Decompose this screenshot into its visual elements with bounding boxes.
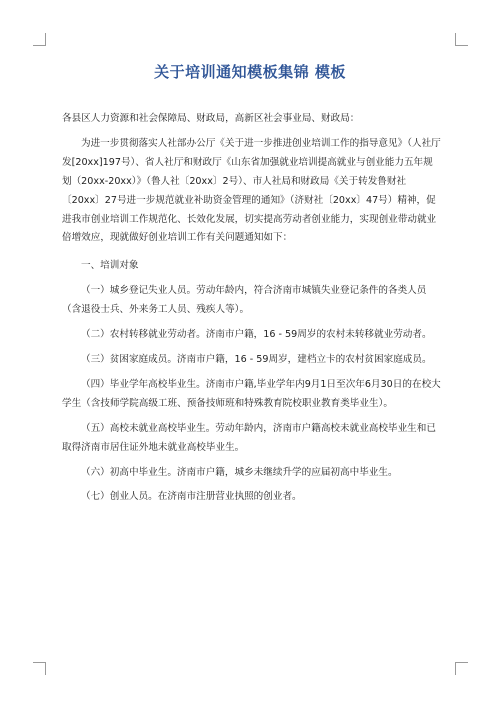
document-body bbox=[62, 110, 442, 507]
intro-paragraph: 为进一步贯彻落实人社部办公厅《关于进一步推进创业培训工作的指导意见》（人社厅发[20xx]197号）、省人社厅和财政厅《山东省加强就业培训提高就业与创业能力五年规划（20xx-20xx）》（鲁人社〔20xx〕2号）、市人社局和财政局《关于转发鲁财社〔20xx〕27号进一步规范就业补助资金管理的通知》（济财社〔20xx〕47号）精神，促进我市创业培训工作规范化、长效化发展，切实提高劳动者创业能力，实现创业带动就业倍增效应，现就做好创业培训工作有关问题通知如下： bbox=[62, 137, 441, 244]
list-item: （三）贫困家庭成员。济南市户籍，16 - 59周岁，建档立卡的农村贫困家庭成员。 bbox=[81, 353, 432, 365]
list-item: （一）城乡登记失业人员。劳动年龄内，符合济南市城镇失业登记条件的各类人员（含退役士兵、外来务工人员、残疾人等）。 bbox=[62, 285, 427, 316]
salutation: 各县区人力资源和社会保障局、财政局，高新区社会事业局、财政局： bbox=[62, 113, 360, 124]
list-item: （五）高校未就业高校毕业生。劳动年龄内，济南市户籍高校未就业高校毕业生和已取得济南市居住证外地未就业高校毕业生。 bbox=[62, 422, 436, 453]
section-heading: 一、培训对象 bbox=[81, 260, 139, 272]
crop-mark-top-right bbox=[455, 33, 468, 46]
document-title: 关于培训通知模板集锦 模板 bbox=[154, 63, 346, 81]
list-item: （二）农村转移就业劳动者。济南市户籍，16 - 59周岁的农村未转移就业劳动者。 bbox=[81, 329, 432, 341]
crop-mark-bottom-left bbox=[33, 662, 46, 675]
list-item: （七）创业人员。在济南市注册营业执照的创业者。 bbox=[81, 491, 302, 503]
crop-mark-top-left bbox=[33, 33, 46, 46]
list-item: （六）初高中毕业生。济南市户籍，城乡未继续升学的应届初高中毕业生。 bbox=[81, 466, 398, 478]
crop-mark-bottom-right bbox=[455, 662, 468, 675]
list-item: （四）毕业学年高校毕业生。济南市户籍,毕业学年内9月1日至次年6月30日的在校大学生（含技师学院高级工班、预备技师班和特殊教育院校职业教育类毕业生）。 bbox=[62, 378, 441, 409]
